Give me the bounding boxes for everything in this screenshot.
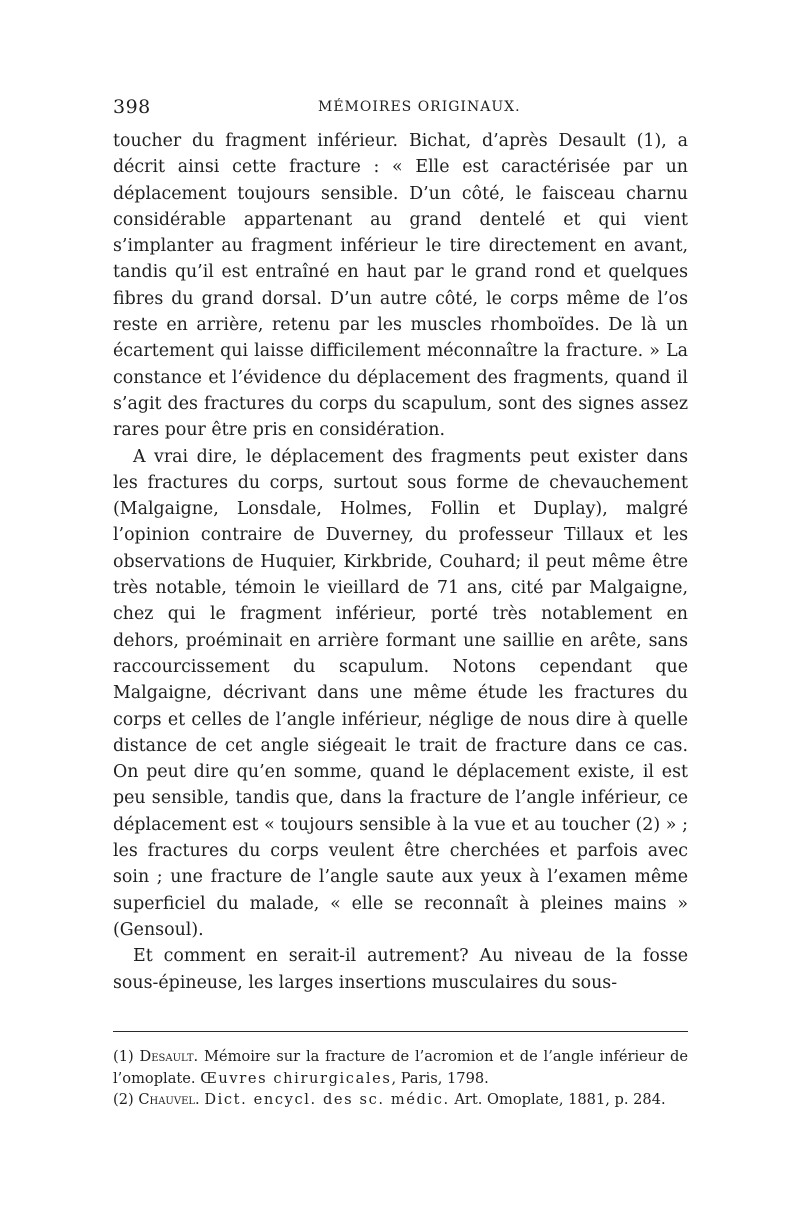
footnote-text: Mémoire sur la fracture de l’acromion et de l’angle inférieur de l’omoplate. (113, 1048, 688, 1087)
paragraph-2: A vrai dire, le déplacement des fragments peut exister dans les fractures du corps, surtout sous forme de chevauchement (Malgaigne, Lonsdale, Holmes, Follin et Duplay), malgré l’opinion contraire de Duverney, du professeur Tillaux et les observations de Huquier, Kirkbride, Couhard; il peut même être très notable, témoin le vieillard de 71 ans, cité par Malgaigne, chez qui le fragment inférieur, porté très notablement en dehors, proéminait en arrière formant une saillie en arête, sans raccourcissement du scapulum. Notons cependant que Malgaigne, décrivant dans une même étude les fractures du corps et celles de l’angle inférieur, néglige de nous dire à quelle distance de cet angle siégeait le trait de fracture dans ce cas. On peut dire qu’en somme, quand le déplacement existe, il est peu sensible, tandis que, dans la fracture de l’angle inférieur, ce déplacement est « toujours sensible à la vue et au toucher (2) » ; les fractures du corps veulent être cherchées et parfois avec soin ; une fracture de l’angle saute aux yeux à l’examen même superficiel du malade, « elle se reconnaît à pleines mains » (Gensoul). (113, 446, 688, 940)
footnote-number: (2) (113, 1091, 134, 1108)
footnote-1 (113, 1046, 688, 1089)
footnote-text-end: , Paris, 1798. (391, 1069, 489, 1087)
body-text (113, 128, 688, 996)
footnote-author: Desault. (139, 1048, 199, 1065)
footnote-number: (1) (113, 1048, 134, 1065)
page-header (113, 96, 688, 126)
footnote-author: Chauvel. (138, 1091, 200, 1108)
page-number: 398 (113, 96, 151, 118)
footnotes (113, 1046, 688, 1111)
footnote-title: Dict. encycl. des sc. médic. (204, 1091, 450, 1108)
footnote-2 (113, 1089, 688, 1111)
paragraph-3: Et comment en serait-il autrement? Au niveau de la fosse sous-épineuse, les larges insertions musculaires du sous- (113, 946, 688, 993)
paragraph-1: toucher du fragment inférieur. Bichat, d’après Desault (1), a décrit ainsi cette fracture : « Elle est caractérisée par un déplacement toujours sensible. D’un côté, le faisceau charnu considérable appartenant au grand dentelé et qui vient s’implanter au fragment inférieur le tire directement en avant, tandis qu’il est entraîné en haut par le grand rond et quelques fibres du grand dorsal. D’un autre côté, le corps même de l’os reste en arrière, retenu par les muscles rhomboïdes. De là un écartement qui laisse difficilement méconnaître la fracture. » La constance et l’évidence du déplacement des fragments, quand il s’agit des fractures du corps du scapulum, sont des signes assez rares pour être pris en considération. (113, 131, 688, 441)
footnote-divider (113, 1031, 688, 1032)
running-title: MÉMOIRES ORIGINAUX. (318, 99, 521, 115)
footnote-title: Œuvres chirurgicales (200, 1069, 392, 1087)
footnote-text-end: Art. Omoplate, 1881, p. 284. (449, 1091, 666, 1108)
document-page (113, 96, 688, 1108)
